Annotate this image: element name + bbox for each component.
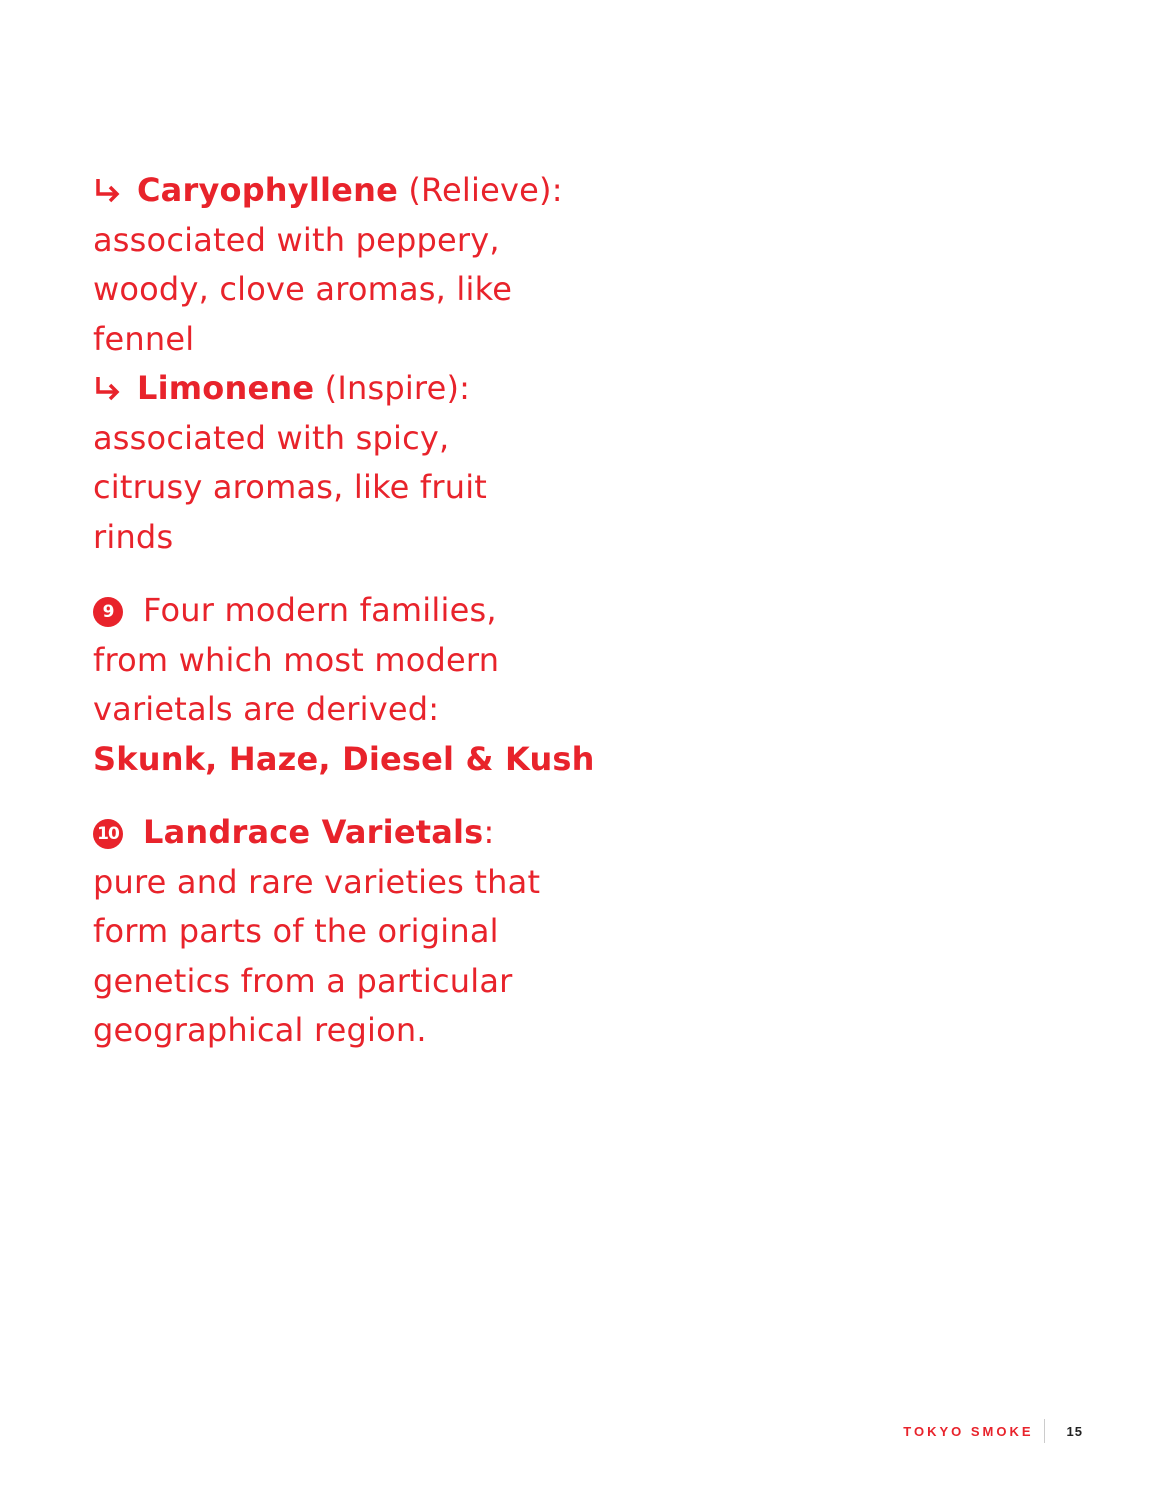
families-line-2: varietals are derived: xyxy=(93,690,440,728)
footer-brand: TOKYO SMOKE xyxy=(903,1423,1034,1439)
limonene-line-2: citrusy aromas, like fruit xyxy=(93,468,488,506)
section-spacer xyxy=(93,784,633,808)
caryophyllene-qualifier: (Relieve): xyxy=(408,171,563,209)
families-heading xyxy=(93,586,633,636)
limonene-line-3: rinds xyxy=(93,517,174,556)
caryophyllene-heading xyxy=(93,166,633,216)
landrace-line-1: pure and rare varieties that xyxy=(93,862,541,901)
limonene-term: Limonene xyxy=(137,369,315,407)
families-highlight: Skunk, Haze, Diesel & Kush xyxy=(93,739,595,778)
caryophyllene-line-1: associated with peppery, xyxy=(93,220,500,259)
caryophyllene-line-3: fennel xyxy=(93,319,195,358)
page-content xyxy=(93,166,633,1056)
number-badge-10: 10 xyxy=(93,819,123,849)
arrow-return-right-icon xyxy=(93,175,123,205)
landrace-colon: : xyxy=(483,813,495,851)
families-lead: Four modern families, xyxy=(143,591,497,629)
section-spacer xyxy=(93,562,633,586)
number-badge-9: 9 xyxy=(93,597,123,627)
limonene-heading xyxy=(93,364,633,414)
landrace-term: Landrace Varietals xyxy=(143,813,484,851)
landrace-line-3: genetics from a particular xyxy=(93,961,513,1000)
caryophyllene-line-2: woody, clove aromas, like xyxy=(93,270,513,308)
footer-divider xyxy=(1044,1419,1045,1443)
families-line-1: from which most modern xyxy=(93,640,500,679)
landrace-line-4: geographical region. xyxy=(93,1011,427,1049)
caryophyllene-term: Caryophyllene xyxy=(137,171,398,209)
limonene-line-1: associated with spicy, xyxy=(93,418,450,457)
landrace-heading xyxy=(93,808,633,858)
limonene-qualifier: (Inspire): xyxy=(324,369,471,407)
landrace-line-2: form parts of the original xyxy=(93,912,499,950)
page-footer xyxy=(903,1418,1083,1444)
page-number: 15 xyxy=(1066,1423,1083,1439)
arrow-return-right-icon xyxy=(93,373,123,403)
